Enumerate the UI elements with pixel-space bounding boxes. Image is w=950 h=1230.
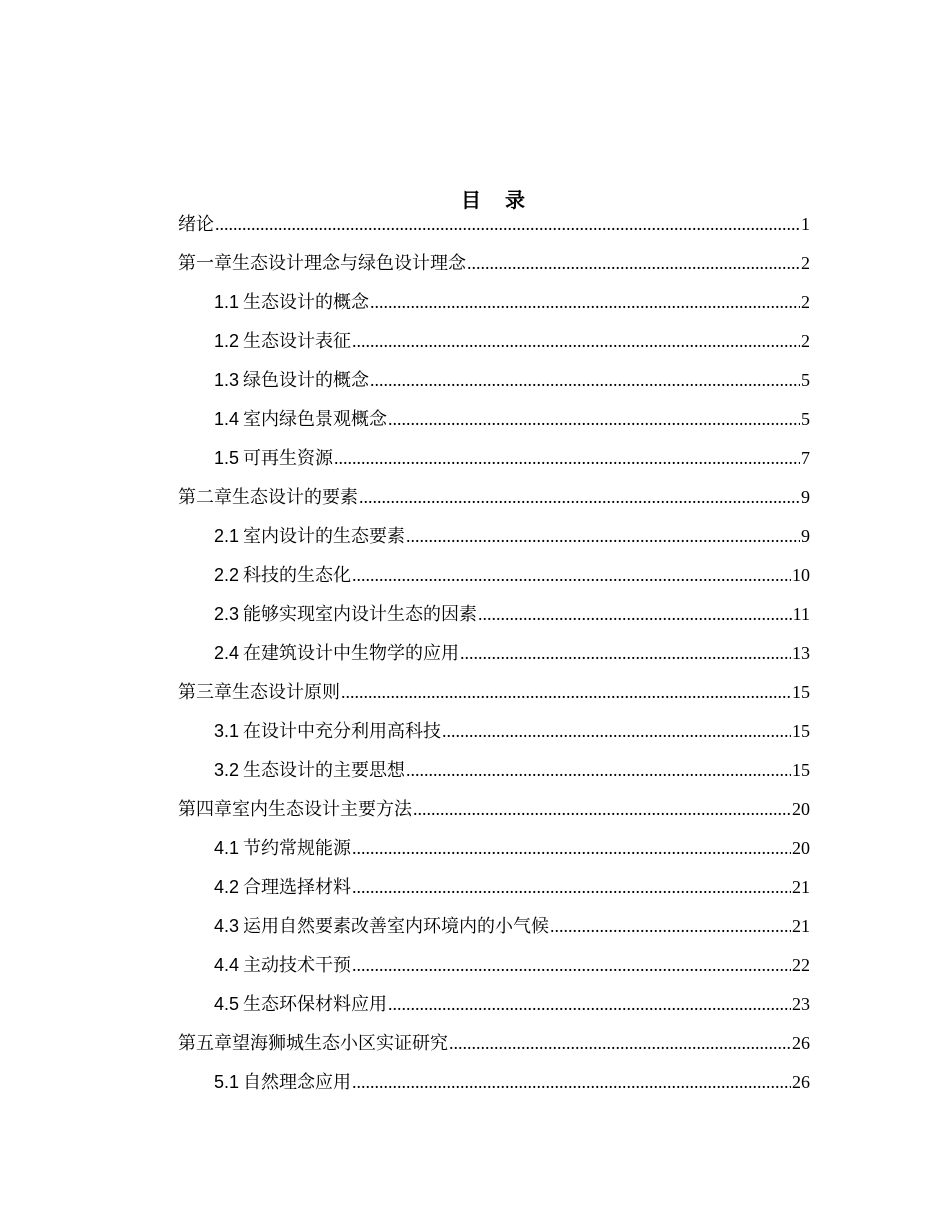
toc-page-number: 13 xyxy=(792,643,810,663)
toc-page-number: 26 xyxy=(792,1072,810,1092)
toc-section-number: 5.1 xyxy=(214,1072,240,1092)
toc-page-number: 15 xyxy=(792,721,810,741)
toc-dot-leader xyxy=(388,985,791,1024)
toc-dot-leader xyxy=(341,673,791,712)
toc-dot-leader xyxy=(352,322,800,361)
toc-section-number: 2.1 xyxy=(214,526,240,546)
toc-page-number: 23 xyxy=(792,994,810,1014)
toc-section-number: 4.3 xyxy=(214,916,240,936)
toc-dot-leader xyxy=(215,205,800,244)
toc-dot-leader xyxy=(370,361,800,400)
toc-dot-leader xyxy=(550,907,791,946)
toc-entry-text: 绪论 xyxy=(178,214,214,235)
toc-entry-label xyxy=(214,283,369,322)
toc-section-number: 1.2 xyxy=(214,331,240,351)
toc-entry-label xyxy=(178,205,214,244)
toc-section-number: 1.1 xyxy=(214,292,240,312)
toc-entry-label xyxy=(214,907,549,946)
toc-dot-leader xyxy=(352,868,791,907)
toc-page-number: 21 xyxy=(792,916,810,936)
toc-page-number: 7 xyxy=(801,448,810,468)
toc-section-entry[interactable] xyxy=(178,829,810,868)
toc-entry-text: 节约常规能源 xyxy=(243,838,352,859)
toc-entry-label xyxy=(214,751,405,790)
toc-page-number: 9 xyxy=(801,526,810,546)
toc-entry-text: 在建筑设计中生物学的应用 xyxy=(243,643,460,664)
toc-page-number: 15 xyxy=(792,760,810,780)
toc-section-entry[interactable] xyxy=(178,439,810,478)
toc-entry-text: 第四章室内生态设计主要方法 xyxy=(178,799,412,820)
toc-entry-label xyxy=(214,439,333,478)
toc-section-entry[interactable] xyxy=(178,556,810,595)
toc-entry-label xyxy=(214,868,351,907)
toc-dot-leader xyxy=(334,439,800,478)
toc-section-entry[interactable] xyxy=(178,712,810,751)
toc-entry-label xyxy=(214,595,477,634)
toc-page-number: 5 xyxy=(801,409,810,429)
toc-title: 目 录 xyxy=(461,188,527,212)
toc-section-entry[interactable] xyxy=(178,283,810,322)
toc-section-number: 1.5 xyxy=(214,448,240,468)
toc-entry-label xyxy=(214,400,387,439)
toc-entry-text: 合理选择材料 xyxy=(243,877,352,898)
toc-entry-text: 科技的生态化 xyxy=(243,565,352,586)
toc-page-number: 2 xyxy=(801,331,810,351)
toc-entry-label xyxy=(214,517,405,556)
toc-section-number: 3.2 xyxy=(214,760,240,780)
toc-entry-text: 主动技术干预 xyxy=(243,955,352,976)
toc-entry-label xyxy=(214,946,351,985)
toc-section-number: 4.2 xyxy=(214,877,240,897)
toc-entry-text: 生态环保材料应用 xyxy=(243,994,388,1015)
toc-section-entry[interactable] xyxy=(178,946,810,985)
toc-section-number: 1.3 xyxy=(214,370,240,390)
toc-dot-leader xyxy=(478,595,792,634)
toc-entry-label xyxy=(178,244,466,283)
toc-section-entry[interactable] xyxy=(178,361,810,400)
toc-page-number: 2 xyxy=(801,253,810,273)
toc-page-number: 20 xyxy=(792,838,810,858)
toc-entry-text: 第一章生态设计理念与绿色设计理念 xyxy=(178,253,466,274)
toc-entry-text: 绿色设计的概念 xyxy=(243,370,370,391)
toc-entry-label xyxy=(178,790,412,829)
toc-page-number: 9 xyxy=(801,487,810,507)
toc-entry-text: 自然理念应用 xyxy=(243,1072,352,1093)
toc-entry-label xyxy=(178,1024,448,1063)
toc-page-number: 2 xyxy=(801,292,810,312)
toc-chapter-entry[interactable] xyxy=(178,244,810,283)
toc-entry-text: 生态设计的主要思想 xyxy=(243,760,406,781)
toc-entry-text: 在设计中充分利用高科技 xyxy=(243,721,442,742)
toc-entry-text: 室内绿色景观概念 xyxy=(243,409,388,430)
toc-page-number: 1 xyxy=(801,214,810,234)
toc-chapter-entry[interactable] xyxy=(178,1024,810,1063)
toc-section-number: 2.3 xyxy=(214,604,240,624)
toc-chapter-entry[interactable] xyxy=(178,205,810,244)
toc-page-number: 5 xyxy=(801,370,810,390)
toc-dot-leader xyxy=(413,790,791,829)
toc-entry-label xyxy=(214,985,387,1024)
toc-page-number: 21 xyxy=(792,877,810,897)
toc-section-entry[interactable] xyxy=(178,1063,810,1102)
toc-section-number: 4.4 xyxy=(214,955,240,975)
toc-dot-leader xyxy=(406,751,791,790)
toc-section-number: 1.4 xyxy=(214,409,240,429)
toc-entry-label xyxy=(178,478,358,517)
toc-entry-text: 生态设计表征 xyxy=(243,331,352,352)
toc-entry-label xyxy=(214,556,351,595)
toc-section-entry[interactable] xyxy=(178,322,810,361)
toc-section-number: 2.4 xyxy=(214,643,240,663)
toc-page-number: 20 xyxy=(792,799,810,819)
toc-dot-leader xyxy=(352,829,791,868)
toc-dot-leader xyxy=(352,946,791,985)
toc-section-entry[interactable] xyxy=(178,400,810,439)
toc-chapter-entry[interactable] xyxy=(178,478,810,517)
toc-entry-text: 运用自然要素改善室内环境内的小气候 xyxy=(243,916,550,937)
toc-entry-text: 生态设计的概念 xyxy=(243,292,370,313)
toc-dot-leader xyxy=(467,244,800,283)
toc-page-number: 22 xyxy=(792,955,810,975)
toc-dot-leader xyxy=(370,283,800,322)
toc-entry-label xyxy=(214,634,459,673)
toc-entry-label xyxy=(214,829,351,868)
toc-dot-leader xyxy=(442,712,791,751)
toc-section-number: 4.1 xyxy=(214,838,240,858)
toc-page-number: 15 xyxy=(792,682,810,702)
toc-section-number: 2.2 xyxy=(214,565,240,585)
toc-dot-leader xyxy=(388,400,800,439)
toc-entry-text: 可再生资源 xyxy=(243,448,334,469)
toc-section-entry[interactable] xyxy=(178,595,810,634)
toc-list xyxy=(178,205,810,1102)
toc-section-entry[interactable] xyxy=(178,868,810,907)
toc-entry-text: 第三章生态设计原则 xyxy=(178,682,340,703)
toc-dot-leader xyxy=(359,478,800,517)
toc-entry-label xyxy=(214,1063,351,1102)
toc-chapter-entry[interactable] xyxy=(178,790,810,829)
toc-dot-leader xyxy=(449,1024,791,1063)
toc-section-number: 3.1 xyxy=(214,721,240,741)
toc-entry-label xyxy=(214,361,369,400)
toc-section-entry[interactable] xyxy=(178,634,810,673)
toc-page-number: 26 xyxy=(792,1033,810,1053)
toc-dot-leader xyxy=(460,634,791,673)
toc-chapter-entry[interactable] xyxy=(178,673,810,712)
toc-section-entry[interactable] xyxy=(178,517,810,556)
toc-dot-leader xyxy=(352,556,791,595)
toc-page-number: 10 xyxy=(792,565,810,585)
toc-entry-text: 第五章望海狮城生态小区实证研究 xyxy=(178,1033,448,1054)
toc-section-entry[interactable] xyxy=(178,985,810,1024)
toc-entry-label xyxy=(178,673,340,712)
toc-dot-leader xyxy=(352,1063,791,1102)
toc-section-entry[interactable] xyxy=(178,751,810,790)
toc-section-entry[interactable] xyxy=(178,907,810,946)
toc-entry-text: 室内设计的生态要素 xyxy=(243,526,406,547)
toc-section-number: 4.5 xyxy=(214,994,240,1014)
toc-dot-leader xyxy=(406,517,800,556)
toc-entry-label xyxy=(214,322,351,361)
toc-page-number: 11 xyxy=(792,604,810,624)
toc-entry-text: 能够实现室内设计生态的因素 xyxy=(243,604,478,625)
toc-entry-text: 第二章生态设计的要素 xyxy=(178,487,358,508)
toc-entry-label xyxy=(214,712,441,751)
